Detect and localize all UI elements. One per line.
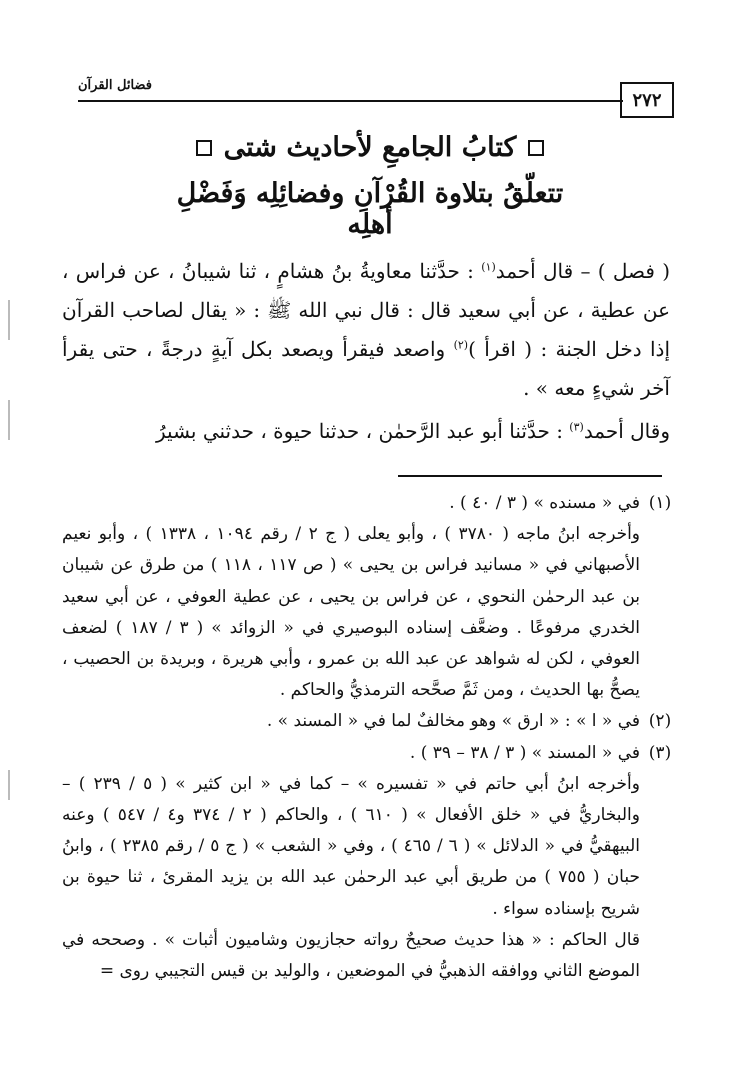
chapter-title-text: كتابُ الجامعِ لأحاديث شتى [223,132,517,163]
chapter-title-line-2: تتعلّقُ بتلاوة القُرْآنِ وفضائِلِه وَفَضْلِ أهلِه [176,178,564,240]
footnote-3 [62,738,680,988]
scan-margin-mark [8,770,10,800]
scan-margin-mark [8,400,10,440]
footnote-separator [398,475,662,477]
footnote-ref-3: (٣) [569,420,584,434]
footnote-number: (٢) [648,711,672,732]
paragraph-1: ( فصل ) – قال أحمد$^{(١)}$ : حدَّثنا معاويةُ بنُ هشامٍ ، ثنا شيبانُ ، عن فراس ، عن عطية ، عن أبي سعيد قال : قال نبي الله ﷺ : « يقال لصاحب القرآن إذا دخل الجنة : ( اقرأ )$^{(٢)}$ واصعد فيقرأ ويصعد بكل آيةٍ درجةً ، حتى يقرأ آخر شيءٍ معه » . [62,259,671,400]
square-ornament-icon [196,140,212,156]
footnote-number: (١) [648,493,672,513]
main-text [62,252,670,451]
square-ornament-icon [528,140,544,156]
paragraph-2: وقال أحمد$^{(٣)}$ : حدَّثنا أبو عبد الرَّحمٰن ، حدثنا حيوة ، حدثني بشيرُ [156,419,670,443]
footnote-line: قال الحاكم : « هذا حديث صحيحٌ رواته حجازيون وشاميون أثبات » . وصححه في الموضع الثاني ووافقه الذهبيُّ في الموضعين ، والوليد بن قيس التجيبي روى = [62,929,640,982]
footnote-ref-1: (١) [481,260,496,274]
scan-margin-mark [8,300,10,340]
footnote-line: في « مسنده » ( ٣ / ٤٠ ) . [449,493,640,513]
footnote-1 [62,488,680,706]
footnotes [62,488,680,987]
footnote-number: (٣) [648,742,672,763]
header-rule [78,100,623,102]
footnote-line: وأخرجه ابنُ ماجه ( ٣٧٨٠ ) ، وأبو يعلى ( ج ٢ / رقم ١٠٩٤ ، ١٣٣٨ ) ، وأبو نعيم الأصبهاني في « مسانيد فراس بن يحيى » ( ص ١١٧ ، ١١٨ ) من طرق عن شيبان بن عبد الرحمٰن النحوي ، عن فراس بن يحيى ، عن عطية العوفي ، عن أبي سعيد الخدري مرفوعًا . وضعَّف إسناده البوصيري في « الزوائد » ( ٣ / ١٨٧ ) لضعف العوفي ، لكن له شواهد عن عبد الله بن عمرو ، وأبي هريرة ، وبريدة بن الحصيب ، يصحُّ بها الحديث ، ومن ثَمَّ صحَّحه الترمذيُّ والحاكم . [62,524,641,701]
footnote-ref-2: (٢) [453,338,469,352]
footnote-2 [62,706,680,737]
footnote-line: في « ا » : « ارق » وهو مخالفٌ لما في « المسند » . [266,711,640,732]
chapter-title-line-1 [150,132,590,163]
page-number: ٢٧٢ [620,82,674,118]
footnote-line: وأخرجه ابنُ أبي حاتم في « تفسيره » – كما في « ابن كثير » ( ٥ / ٢٣٩ ) – والبخاريُّ في « خلق الأفعال » ( ٦١٠ ) ، والحاكم ( ٢ / ٣٧٤ و٤ / ٥٤٧ ) وعنه البيهقيُّ في « الدلائل » ( ٦ / ٤٦٥ ) ، وفي « الشعب » ( ج ٥ / رقم ٢٣٨٥ ) ، وابنُ حبان ( ٧٥٥ ) من طريق أبي عبد الرحمٰن عبد الله بن يزيد المقرئ ، ثنا حيوة بن شريح بإسناده سواء . [62,773,640,919]
footnote-line: في « المسند » ( ٣ / ٣٨ – ٣٩ ) . [409,742,640,763]
running-title: فضائل القرآن [78,78,152,93]
